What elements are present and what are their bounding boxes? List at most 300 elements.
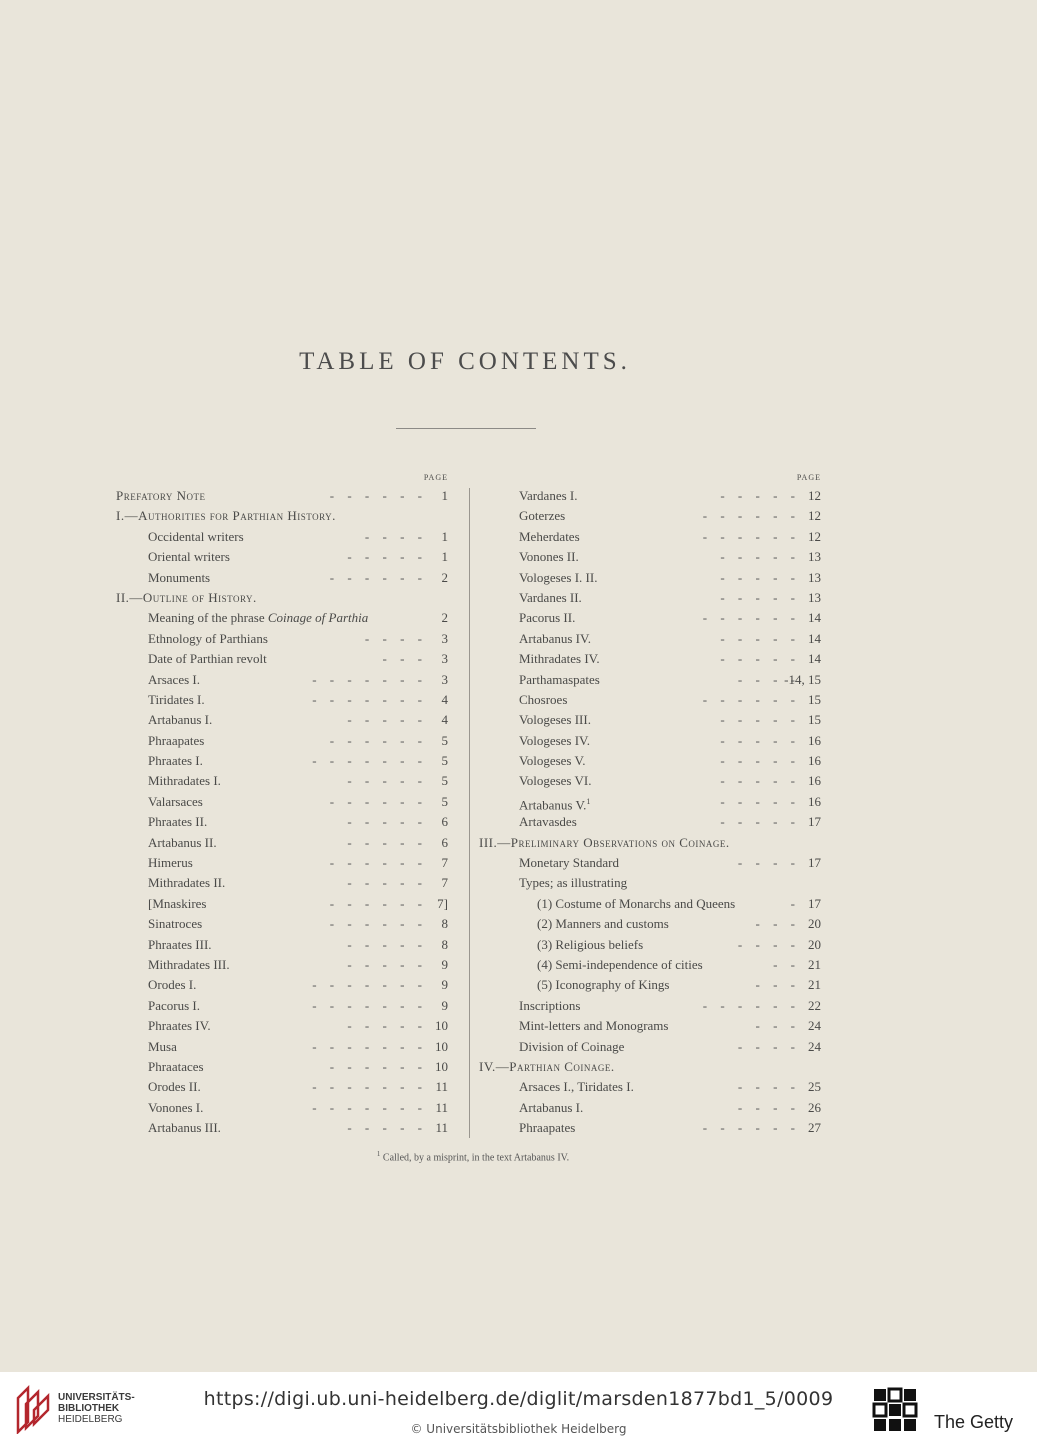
leader-dashes: - - - - - - - [312,1079,422,1095]
leader-dashes: - - - - - - - [312,691,422,707]
footnote [0,1150,946,1163]
toc-entry [116,812,448,832]
toc-entry-page: 14 [808,610,821,626]
toc-entry-text: Occidental writers [148,528,244,544]
toc-entry [479,1077,821,1097]
toc-entry [479,588,821,608]
toc-entry [116,588,448,608]
toc-entry-page: 24 [808,1018,821,1034]
toc-entry-text: Date of Parthian revolt [148,651,267,667]
toc-entry-page: 17 [808,814,821,830]
toc-entry-label [537,975,670,995]
toc-entry-label [519,547,579,567]
toc-entry [479,690,821,710]
leader-dashes: - - [773,956,795,972]
toc-entry [479,1037,821,1057]
toc-entry-page: 25 [808,1079,821,1095]
leader-dashes: - - - - - [347,1018,422,1034]
toc-entry-label [148,568,210,588]
toc-entry-page: 12 [808,508,821,524]
toc-entry-page: 2 [441,569,448,585]
toc-entry-text: Vardanes II. [519,589,582,605]
toc-entry-text: Division of Coinage [519,1038,625,1054]
leader-dashes: - - - [755,916,795,932]
toc-entry-page: 20 [808,916,821,932]
toc-entry-label [519,568,597,588]
toc-entry-text: Inscriptions [519,997,581,1013]
toc-entry-page: 11 [435,1079,448,1095]
leader-dashes: - - - - - - [329,916,422,932]
toc-entry [116,873,448,893]
toc-entry-page: 13 [808,569,821,585]
toc-entry-text: Oriental writers [148,549,230,565]
toc-entry-text: Orodes I. [148,977,197,993]
leader-dashes: - - - - [737,855,795,871]
toc-entry [116,649,448,669]
toc-entry-text: Mithradates IV. [519,651,600,667]
toc-entry-label [148,608,368,628]
toc-entry [116,771,448,791]
toc-entry [116,853,448,873]
leader-dashes: - - - [755,977,795,993]
toc-entry-label [537,914,669,934]
toc-entry [479,833,821,853]
toc-entry-text: Artabanus II. [148,834,217,850]
toc-entry-text: Vologeses VI. [519,773,592,789]
toc-entry-label [148,792,203,812]
footnote-ref: 1 [586,796,591,806]
toc-entry-page: 13 [808,589,821,605]
viewer-footer [0,1372,1037,1449]
toc-entry-label [519,690,567,710]
toc-entry-page: 1 [441,488,448,503]
toc-entry-label [148,955,230,975]
leader-dashes: - - - - - - [702,997,795,1013]
toc-entry [116,1077,448,1097]
toc-entry-text: [Mnaskires [148,895,207,911]
toc-entry [479,935,821,955]
toc-entry-page: 1 [441,549,448,565]
toc-entry-label [148,1118,221,1138]
toc-entry-label [519,608,575,628]
toc-entry-text: Valarsaces [148,793,203,809]
toc-entry-page: 3 [441,630,448,646]
toc-entry-text: Ethnology of Parthians [148,630,268,646]
leader-dashes: - - - - - [720,732,795,748]
toc-entry-text: Orodes II. [148,1079,201,1095]
leader-dashes: - - - [382,651,422,667]
toc-entry-label [519,710,591,730]
toc-entry-text: Vologeses I. II. [519,569,598,585]
leader-dashes: - - - - - - [702,508,795,524]
toc-entry-label [148,1077,201,1097]
toc-entry-text: Vologeses V. [519,753,586,769]
toc-entry [116,710,448,730]
toc-entry-text: Vologeses IV. [519,732,591,748]
toc-entry-text: Monetary Standard [519,855,620,871]
toc-entry [479,894,821,914]
toc-entry-text: Phraataces [148,1058,204,1074]
toc-entry-page: 4 [441,691,448,707]
toc-entry-label [537,894,735,914]
toc-entry [116,506,448,526]
toc-entry [116,894,448,914]
toc-entry-label [519,853,619,873]
toc-entry-page: 9 [441,956,448,972]
toc-entry [116,751,448,771]
toc-entry-label [519,1037,624,1057]
toc-entry-text: Meherdates [519,528,580,544]
toc-entry-page: 8 [441,916,448,932]
toc-entry-label [148,975,196,995]
toc-entry-text: Phraapates [519,1120,576,1136]
toc-entry-text: Mint-letters and Monograms [519,1018,669,1034]
leader-dashes: - - - - - - [329,793,422,809]
leader-dashes: - - - - - [720,773,795,789]
toc-entry-label [148,547,230,567]
toc-entry [116,1098,448,1118]
toc-entry-page: 16 [808,793,821,809]
toc-entry-label [519,1118,575,1138]
leader-dashes: - - - - - - - [312,1038,422,1054]
toc-entry-label [148,527,244,547]
toc-entry-text: (4) Semi-independence of cities [537,956,703,972]
leader-dashes: - - - - - [347,875,422,891]
toc-entry-page: 7 [441,855,448,871]
leader-dashes: - - - - [737,671,795,687]
toc-entry-page: 14 [808,630,821,646]
toc-entry-text: II.—Outline of History. [116,589,257,605]
toc-entry [479,853,821,873]
toc-entry [116,955,448,975]
toc-entry-page: 15 [808,691,821,707]
toc-entry-label [479,1057,615,1077]
toc-entry-page: 5 [441,753,448,769]
toc-entry [116,1016,448,1036]
toc-entry-label [148,751,203,771]
toc-entry [116,527,448,547]
leader-dashes: - - - - - - - [312,1099,422,1115]
toc-entry-text: Goterzes [519,508,566,524]
leader-dashes: - - - - - - [702,691,795,707]
toc-entry [116,731,448,751]
copyright-notice: © Universitätsbibliothek Heidelberg [410,1422,627,1436]
toc-entry-page: 14 [808,651,821,667]
toc-entry-text: Musa [148,1038,177,1054]
toc-entry-page: 15 [808,712,821,728]
toc-entry-page: 5 [441,732,448,748]
toc-entry [479,731,821,751]
leader-dashes: - - - - - - [329,732,422,748]
toc-entry [479,486,821,506]
toc-entry-page: 3 [441,651,448,667]
toc-entry-text: Mithradates I. [148,773,221,789]
toc-right-column [479,470,821,1139]
toc-entry-text: Phraapates [148,732,205,748]
toc-entry-page: 4 [441,712,448,728]
leader-dashes: - - - [755,1018,795,1034]
toc-entry [479,1016,821,1036]
toc-entry-page: 16 [808,753,821,769]
toc-entry-page: 16 [808,773,821,789]
leader-dashes: - - - - - [720,569,795,585]
toc-entry-page: 9 [441,977,448,993]
leader-dashes: - - - - - [720,712,795,728]
toc-entry [479,771,821,791]
toc-entry-page: 10 [435,1038,448,1054]
toc-left-column [116,470,448,1139]
toc-entry [116,1118,448,1138]
toc-entry [479,873,821,893]
leader-dashes: - - - - - - [329,488,422,503]
toc-entry-text: III.—Preliminary Observations on Coinage. [479,834,730,850]
toc-entry-text: Artabanus I. [519,1099,584,1115]
toc-entry-text: Chosroes [519,691,568,707]
toc-entry-label [148,690,205,710]
leader-dashes: - - - - - [347,814,422,830]
toc-entry-label [116,506,336,526]
toc-entry-label [148,731,204,751]
toc-entry-page: 12 [808,488,821,503]
toc-entry-page: 12 [808,528,821,544]
toc-entry-page: 22 [808,997,821,1013]
toc-entry-text: Arsaces I. [148,671,200,687]
toc-entry [479,547,821,567]
toc-entry [116,547,448,567]
toc-entry-text: Phraates I. [148,753,203,769]
toc-entry-label [148,649,267,669]
leader-dashes: - - - - - [720,753,795,769]
toc-entry-page: 6 [441,834,448,850]
toc-entry-text: Artabanus I. [148,712,213,728]
toc-entry [479,608,821,628]
leader-dashes: - - - - - - [702,610,795,626]
toc-entry [116,608,448,628]
leader-dashes: - - - - - - [702,528,795,544]
leader-dashes: - - - - - [720,793,795,809]
title-rule [396,428,536,429]
leader-dashes: - - - - - - - [312,977,422,993]
leader-dashes: - - - - - [720,488,795,503]
leader-dashes: - - - - - [720,814,795,830]
toc-entry-label [519,996,580,1016]
permalink-url[interactable]: https://digi.ub.uni-heidelberg.de/diglit/marsden1877bd1_5/0009 [203,1388,834,1410]
library-line-3: HEIDELBERG [58,1414,123,1425]
toc-entry-page: -14, 15 [784,671,821,687]
leader-dashes: - - - - [364,630,422,646]
toc-entry [116,833,448,853]
toc-entry-label [519,629,591,649]
leader-dashes: - - - - - - [329,1058,422,1074]
toc-entry-page: 7 [441,875,448,891]
toc-entry-page: 3 [441,671,448,687]
toc-entry-label [148,935,212,955]
toc-entry-text: Monuments [148,569,211,585]
toc-entry-text: Pacorus II. [519,610,576,626]
toc-entry-label [148,833,217,853]
toc-entry-text: Mithradates III. [148,956,230,972]
toc-entry-label [537,935,643,955]
toc-entry-text: Meaning of the phrase [148,610,265,626]
toc-entry [479,527,821,547]
leader-dashes: - - - - - [720,549,795,565]
toc-entry-label [519,1077,634,1097]
toc-entry-label [148,710,212,730]
toc-entry [479,1118,821,1138]
leader-dashes: - - - - - - [702,1120,795,1136]
toc-entry-text: (1) Costume of Monarchs and Queens [537,895,736,911]
toc-entry [116,690,448,710]
toc-entry-label [519,588,582,608]
toc-entry-text: Phraates II. [148,814,208,830]
column-divider [469,488,470,1138]
toc-entry-page: 17 [808,895,821,911]
leader-dashes: - - - - [737,1038,795,1054]
toc-entry [116,1037,448,1057]
toc-entry [116,486,448,506]
leader-dashes: - - - - [737,936,795,952]
toc-entry-text: Mithradates II. [148,875,226,891]
toc-entry-label [537,955,703,975]
toc-entry-page: 9 [441,997,448,1013]
toc-entry-text: (2) Manners and customs [537,916,669,932]
toc-entry-label [519,527,580,547]
toc-entry-page: 2 [441,610,448,626]
toc-entry [479,996,821,1016]
toc-entry-label [148,1057,204,1077]
toc-entry-text: I.—Authorities for Parthian History. [116,508,336,524]
toc-entry-label [116,486,206,506]
toc-entry-text: Artabanus III. [148,1120,221,1136]
leader-dashes: - - - - - - - [312,997,422,1013]
toc-entry [116,568,448,588]
toc-entry-label [519,1098,583,1118]
toc-entry-label [519,751,585,771]
toc-entry [479,751,821,771]
toc-entry-text: Arsaces I., Tiridates I. [519,1079,634,1095]
toc-entry-page: 10 [435,1018,448,1034]
toc-entry [479,670,821,690]
toc-entry-label [519,812,577,832]
toc-entry-label [519,873,627,893]
toc-entry-label [519,731,590,751]
leader-dashes: - - - - - [347,773,422,789]
getty-logo-icon [872,1387,918,1437]
toc-entry-page: 21 [808,956,821,972]
toc-entry-page: 6 [441,814,448,830]
toc-entry [479,1098,821,1118]
leader-dashes: - - - - [737,1079,795,1095]
toc-entry-text: Artabanus IV. [519,630,591,646]
toc-entry [479,629,821,649]
toc-entry [116,914,448,934]
toc-entry-text: Phraates III. [148,936,212,952]
footnote-text: Called, by a misprint, in the text Artabanus IV. [382,1152,570,1164]
toc-entry-page: 16 [808,732,821,748]
leader-dashes: - [790,895,795,911]
toc-entry [479,568,821,588]
toc-entry-label [148,812,207,832]
toc-entry-text: Parthamaspates [519,671,600,687]
library-line-1: UNIVERSITÄTS- [58,1392,135,1403]
toc-entry-label [148,1098,203,1118]
toc-entry-text: (3) Religious beliefs [537,936,644,952]
toc-entry-text: (5) Iconography of Kings [537,977,670,993]
toc-entry [479,812,821,832]
toc-entry-page: 10 [435,1058,448,1074]
page-title: TABLE OF CONTENTS. [299,348,631,375]
toc-entry [479,649,821,669]
toc-entry-label [148,629,268,649]
leader-dashes: - - - - - - [329,855,422,871]
toc-entry-page: 27 [808,1120,821,1136]
toc-entry-label [519,486,577,506]
toc-entry-page: 5 [441,793,448,809]
toc-entry-label [148,771,221,791]
toc-entry-page: 11 [435,1099,448,1115]
toc-entry-label [148,873,225,893]
toc-entry-text: Tiridates I. [148,691,205,707]
toc-entry-label [148,670,200,690]
toc-entry-page: 24 [808,1038,821,1054]
toc-entry-italic: Coinage of Parthia [267,610,369,626]
page-column-header: PAGE [423,473,448,482]
toc-entry-label [519,506,565,526]
toc-entry-label [519,771,591,791]
leader-dashes: - - - - - - [329,569,422,585]
toc-entry [116,792,448,812]
library-line-2: BIBLIOTHEK [58,1403,120,1414]
toc-entry [479,914,821,934]
toc-entry-page: 1 [441,528,448,544]
leader-dashes: - - - - - [720,589,795,605]
toc-entry-label [148,1016,211,1036]
toc-entry-page: 21 [808,977,821,993]
toc-entry-page: 11 [435,1120,448,1136]
toc-entry-label [519,649,600,669]
leader-dashes: - - - - - [347,936,422,952]
toc-entry [479,710,821,730]
toc-entry-text: Types; as illustrating [519,875,628,891]
leader-dashes: - - - - - [347,712,422,728]
toc-entry-text: Sinatroces [148,916,203,932]
toc-entry-page: 7] [437,895,448,911]
leader-dashes: - - - - - - - [312,753,422,769]
toc-entry [116,935,448,955]
toc-entry-text: Phraates IV. [148,1018,211,1034]
leader-dashes: - - - - - [347,549,422,565]
toc-entry-label [148,996,200,1016]
toc-entry [479,955,821,975]
leader-dashes: - - - - - [347,834,422,850]
toc-entry [116,1057,448,1077]
toc-entry-page: 26 [808,1099,821,1115]
toc-entry [479,506,821,526]
toc-entry-page: 8 [441,936,448,952]
toc-entry-label [148,894,207,914]
toc-entry [479,1057,821,1077]
toc-entry-label [116,588,257,608]
toc-entry-text: Vonones I. [148,1099,204,1115]
toc-entry [116,975,448,995]
toc-entry-label [479,833,730,853]
leader-dashes: - - - - - [347,1120,422,1136]
toc-entry [479,792,821,812]
toc-entry-text: IV.—Parthian Coinage. [479,1058,615,1074]
toc-entry-text: Prefatory Note [116,488,206,503]
leader-dashes: - - - - - [720,630,795,646]
toc-entry-label [519,670,600,690]
